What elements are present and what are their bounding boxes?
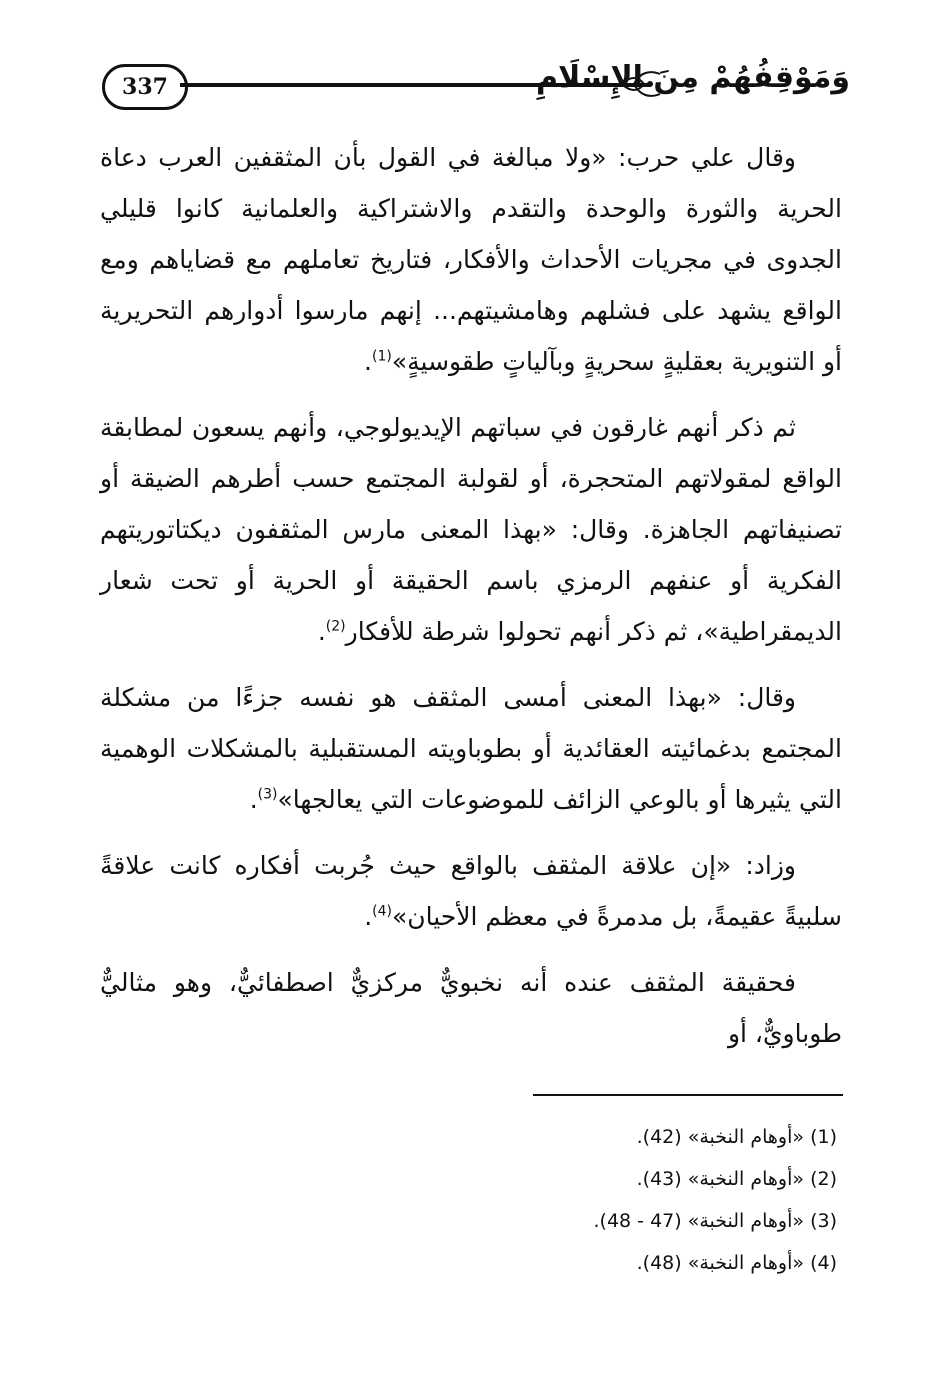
- paragraph: [100, 957, 842, 1059]
- footnote-item: [400, 1116, 837, 1158]
- paragraph: [100, 840, 842, 942]
- footnote-number: (2): [810, 1168, 837, 1190]
- paragraph: [100, 672, 842, 825]
- footnote-item: [400, 1242, 837, 1284]
- paragraph-text: وقال: «بهذا المعنى أمسى المثقف هو نفسه جزءًا من مشكلة المجتمع بدغمائيته العقائدية أو بطوباويته المستقبلية بالمشكلات الوهمية التي يثيرها أو بالوعي الزائف للموضوعات التي يعالجها»: [100, 683, 842, 814]
- footnote-item: [400, 1158, 837, 1200]
- paragraph-text: فحقيقة المثقف عنده أنه نخبويٌّ مركزيٌّ اصطفائيٌّ، وهو مثاليٌّ طوباويٌّ، أو: [100, 968, 842, 1048]
- footnote-number: (1): [810, 1126, 837, 1148]
- footnote-ref: (3): [257, 786, 278, 803]
- book-title: وَمَوْقِفُهُمْ مِنَ الإِسْلَامِ: [536, 60, 850, 95]
- footnote-text: «أوهام النخبة» (42).: [636, 1126, 805, 1148]
- footnote-separator: [533, 1094, 843, 1096]
- footnote-ref: (1): [371, 348, 392, 365]
- footnotes: [400, 1116, 837, 1284]
- footnote-number: (4): [810, 1252, 837, 1274]
- paragraph: [100, 132, 842, 387]
- body-text: [100, 132, 842, 1074]
- footnote-ref: (2): [325, 618, 346, 635]
- footnote-text: «أوهام النخبة» (43).: [636, 1168, 805, 1190]
- paragraph-text: وقال علي حرب: «ولا مبالغة في القول بأن المثقفين العرب دعاة الحرية والثورة والوحدة والتقدم والاشتراكية والعلمانية كانوا قليلي الجدوى في مجريات الأحداث والأفكار، فتاريخ تعاملهم مع قضاياهم ومع الواقع يشهد على فشلهم وهامشيتهم... إنهم مارسوا أدوارهم التحريرية أو التنويرية بعقليةٍ سحريةٍ وبآلياتٍ طقوسيةٍ»: [100, 143, 842, 376]
- paragraph-text: وزاد: «إن علاقة المثقف بالواقع حيث جُربت أفكاره كانت علاقةً سلبيةً عقيمةً، بل مدمرةً في معظم الأحيان»: [100, 851, 842, 931]
- footnote-text: «أوهام النخبة» (48).: [636, 1252, 805, 1274]
- paragraph-end: .: [249, 785, 258, 814]
- paragraph-end: .: [364, 347, 372, 376]
- footnote-text: «أوهام النخبة» (47 - 48).: [593, 1210, 805, 1232]
- page-number: 337: [102, 64, 188, 110]
- paragraph-end: .: [364, 902, 373, 931]
- footnote-item: [400, 1200, 837, 1242]
- paragraph-end: .: [317, 617, 326, 646]
- footnote-ref: (4): [372, 903, 393, 920]
- paragraph-text: ثم ذكر أنهم غارقون في سباتهم الإيديولوجي، وأنهم يسعون لمطابقة الواقع لمقولاتهم المتحجرة، أو لقولبة المجتمع حسب أطرهم الضيقة أو تصنيفاتهم الجاهزة. وقال: «بهذا المعنى مارس المثقفون ديكتاتوريتهم الفكرية أو عنفهم الرمزي باسم الحقيقة أو الحرية أو تحت شعار الديمقراطية»، ثم ذكر أنهم تحولوا شرطة للأفكار: [100, 413, 842, 646]
- paragraph: [100, 402, 842, 657]
- footnote-number: (3): [810, 1210, 837, 1232]
- running-header: [100, 58, 850, 128]
